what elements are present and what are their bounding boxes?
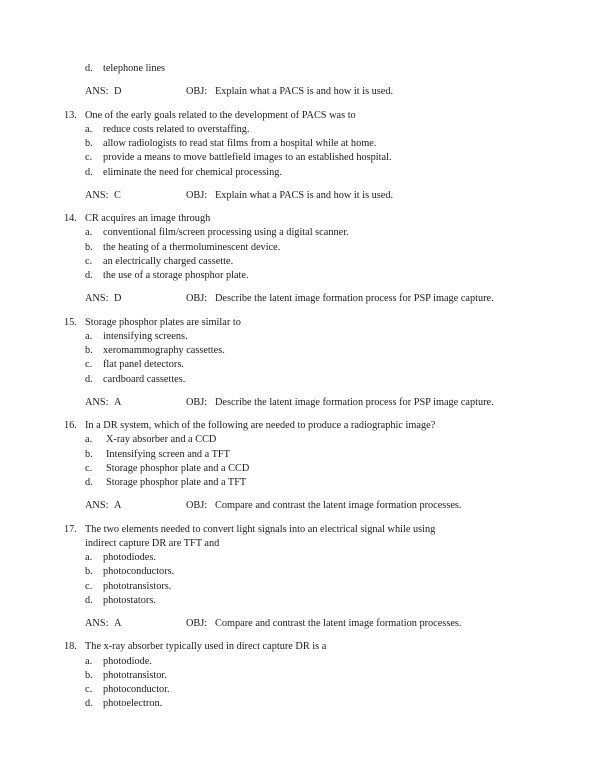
question-heading: [64, 640, 534, 654]
option-letter: b.: [85, 669, 93, 681]
question-block: [64, 316, 534, 410]
objective-label: OBJ:: [186, 189, 208, 201]
answer-label: ANS:: [85, 189, 109, 201]
list-item: [64, 241, 534, 255]
answer-value: A: [114, 396, 122, 408]
question-block: [64, 419, 534, 513]
option-letter: b.: [85, 241, 93, 253]
question-text: CR acquires an image through: [85, 213, 211, 225]
question-text-continued: indirect capture DR are TFT and: [85, 537, 220, 549]
option-letter: d.: [85, 373, 93, 385]
option-letter: a.: [85, 552, 93, 564]
option-text: cardboard cassettes.: [103, 373, 186, 385]
list-item: [64, 462, 534, 476]
option-text: allow radiologists to read stat films from a hospital while at home.: [103, 138, 377, 150]
option-letter: d.: [85, 698, 93, 710]
option-text: Storage phosphor plate and a CCD: [106, 462, 250, 474]
option-text: intensifying screens.: [103, 330, 188, 342]
list-item: [64, 594, 534, 608]
question-block: [64, 640, 534, 711]
block-spacer: [64, 631, 534, 641]
block-spacer: [64, 410, 534, 420]
option-text: photoelectron.: [103, 698, 163, 710]
answer-line: [64, 396, 534, 410]
list-item: [64, 433, 534, 447]
question-heading: [64, 419, 534, 433]
question-text: Storage phosphor plates are similar to: [85, 316, 241, 328]
option-letter: c.: [85, 255, 93, 267]
answer-value: A: [114, 500, 122, 512]
question-text: The x-ray absorber typically used in direct capture DR is a: [85, 641, 327, 653]
list-item: [64, 344, 534, 358]
option-list: [64, 123, 534, 180]
option-text: photoconductors.: [103, 566, 175, 578]
question-text: In a DR system, which of the following are needed to produce a radiographic image?: [85, 420, 436, 432]
question-number: 18.: [64, 641, 77, 653]
objective-label: OBJ:: [186, 396, 208, 408]
option-list: [64, 655, 534, 712]
option-text: reduce costs related to overstaffing.: [103, 123, 250, 135]
option-letter: a.: [85, 434, 93, 446]
question-heading: [64, 212, 534, 226]
option-text: X-ray absorber and a CCD: [106, 434, 217, 446]
question-heading: [64, 109, 534, 123]
option-letter: b.: [85, 345, 93, 357]
option-letter: a.: [85, 330, 93, 342]
list-item: [64, 226, 534, 240]
list-item: [64, 166, 534, 180]
option-text: Storage phosphor plate and a TFT: [106, 477, 247, 489]
list-item: [64, 330, 534, 344]
option-letter: c.: [85, 684, 93, 696]
block-spacer: [64, 99, 534, 109]
answer-label: ANS:: [85, 293, 109, 305]
list-item: [64, 137, 534, 151]
list-item: [64, 697, 534, 711]
option-letter: c.: [85, 359, 93, 371]
list-item: [64, 683, 534, 697]
question-text: The two elements needed to convert light signals into an electrical signal while using: [85, 523, 436, 535]
question-number: 13.: [64, 109, 77, 121]
option-letter: b.: [85, 566, 93, 578]
option-letter: c.: [85, 462, 93, 474]
answer-label: ANS:: [85, 86, 109, 98]
option-letter: c.: [85, 152, 93, 164]
list-item: [64, 448, 534, 462]
answer-value: C: [114, 189, 121, 201]
answer-value: D: [114, 86, 122, 98]
list-item: [64, 551, 534, 565]
option-letter: d.: [85, 477, 93, 489]
objective-value: Compare and contrast the latent image formation processes.: [215, 500, 462, 512]
option-letter: d.: [85, 270, 93, 282]
option-letter: a.: [85, 123, 93, 135]
option-letter: a.: [85, 655, 93, 667]
objective-label: OBJ:: [186, 617, 208, 629]
objective-value: Describe the latent image formation process for PSP image capture.: [215, 293, 494, 305]
list-item: [64, 151, 534, 165]
option-text: xeromammography cassettes.: [103, 345, 225, 357]
question-text: One of the early goals related to the development of PACS was to: [85, 109, 356, 121]
question-block: [64, 212, 534, 306]
option-text: the use of a storage phosphor plate.: [103, 270, 249, 282]
objective-value: Describe the latent image formation process for PSP image capture.: [215, 396, 494, 408]
question-number: 16.: [64, 420, 77, 432]
list-item: [64, 255, 534, 269]
block-spacer: [64, 203, 534, 213]
objective-value: Explain what a PACS is and how it is used.: [215, 189, 394, 201]
option-text: telephone lines: [103, 63, 166, 74]
option-text: phototransistors.: [103, 580, 172, 592]
option-letter: b.: [85, 448, 93, 460]
objective-value: Explain what a PACS is and how it is used.: [215, 86, 394, 98]
list-item: [64, 565, 534, 579]
option-text: conventional film/screen processing using a digital scanner.: [103, 227, 349, 239]
answer-value: D: [114, 293, 122, 305]
objective-value: Compare and contrast the latent image formation processes.: [215, 617, 462, 629]
answer-label: ANS:: [85, 396, 109, 408]
list-item: [64, 123, 534, 137]
option-text: photoconductor.: [103, 684, 170, 696]
list-item: [64, 476, 534, 490]
option-text: phototransistor.: [103, 669, 167, 681]
objective-label: OBJ:: [186, 86, 208, 98]
option-text: photodiode.: [103, 655, 152, 667]
option-letter: d.: [85, 166, 93, 178]
answer-line: [64, 499, 534, 513]
option-text: an electrically charged cassette.: [103, 255, 234, 267]
answer-label: ANS:: [85, 617, 109, 629]
option-text: eliminate the need for chemical processing.: [103, 166, 282, 178]
question-number: 14.: [64, 213, 77, 225]
answer-line: [64, 617, 534, 631]
answer-label: ANS:: [85, 500, 109, 512]
answer-value: A: [114, 617, 122, 629]
list-item: [64, 655, 534, 669]
objective-label: OBJ:: [186, 293, 208, 305]
list-item: [64, 62, 534, 76]
option-letter: b.: [85, 138, 93, 150]
answer-line: [64, 85, 534, 99]
document-body: [64, 62, 534, 712]
objective-label: OBJ:: [186, 500, 208, 512]
question-number: 17.: [64, 523, 77, 535]
option-text: Intensifying screen and a TFT: [106, 448, 230, 460]
question-block: [64, 523, 534, 631]
option-text: photodiodes.: [103, 552, 156, 564]
option-list: [64, 330, 534, 387]
option-letter: c.: [85, 580, 93, 592]
block-spacer: [64, 306, 534, 316]
list-item: [64, 669, 534, 683]
block-spacer: [64, 513, 534, 523]
option-letter: a.: [85, 227, 93, 239]
option-text: flat panel detectors.: [103, 359, 184, 371]
list-item: [64, 373, 534, 387]
option-list: [64, 551, 534, 608]
question-block: [64, 109, 534, 203]
list-item: [64, 269, 534, 283]
question-number: 15.: [64, 316, 77, 328]
option-letter: d.: [85, 594, 93, 606]
answer-line: [64, 292, 534, 306]
question-heading: [64, 316, 534, 330]
option-list: [64, 226, 534, 283]
option-text: the heating of a thermoluminescent device.: [103, 241, 281, 253]
option-text: photostators.: [103, 594, 156, 606]
option-list: [64, 433, 534, 490]
question-heading: [64, 523, 534, 551]
answer-line: [64, 189, 534, 203]
list-item: [64, 580, 534, 594]
option-text: provide a means to move battlefield images to an established hospital.: [103, 152, 392, 164]
list-item: [64, 358, 534, 372]
option-letter: d.: [85, 63, 93, 74]
